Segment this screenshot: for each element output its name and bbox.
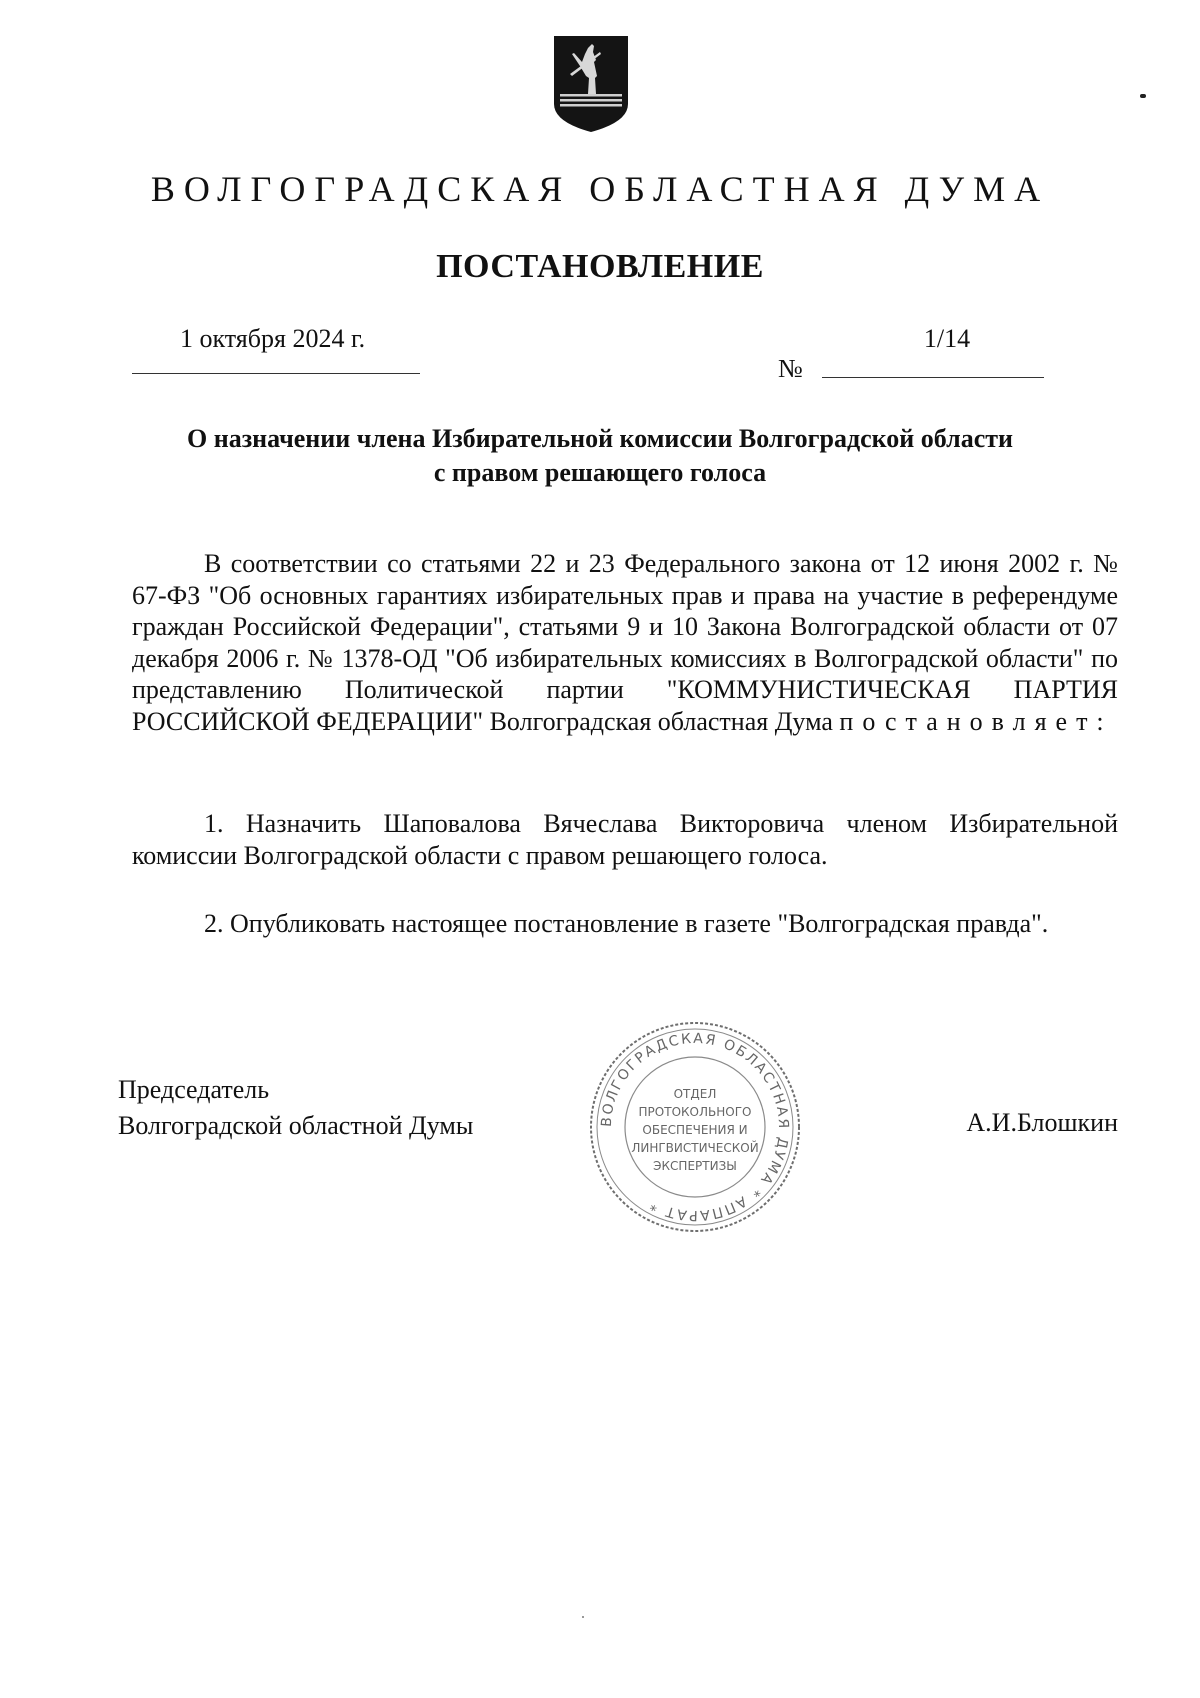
position-line-1: Председатель [118, 1075, 270, 1104]
position-line-2: Волгоградской областной Думы [118, 1111, 474, 1140]
document-type: ПОСТАНОВЛЕНИЕ [436, 248, 764, 285]
signatory-name: А.И.Блошкин [966, 1108, 1118, 1137]
item-1-text: 1. Назначить Шаповалова Вячеслава Викторовича членом Избирательной комиссии Волгоградской области с правом решающего голоса. [132, 809, 1118, 870]
stamp-line-1: ОТДЕЛ [673, 1087, 717, 1101]
number-underline [822, 377, 1044, 378]
signatory-position [118, 1072, 473, 1144]
stamp-line-2: ПРОТОКОЛЬНОГО [638, 1105, 752, 1119]
date-underline [132, 373, 420, 374]
resolution-item-2 [132, 908, 1118, 940]
volgograd-coat-of-arms-icon [552, 34, 630, 134]
stamp-ring-text: ВОЛГОГРАДСКАЯ ОБЛАСТНАЯ ДУМА * АППАРАТ * [598, 1030, 792, 1224]
official-seal-stamp [586, 1018, 804, 1236]
resolves-word: постановляет: [839, 706, 1113, 736]
preamble-text: В соответствии со статьями 22 и 23 Федерального закона от 12 июня 2002 г. № 67-ФЗ "Об основных гарантиях избирательных прав и права на участие в референдуме граждан Российской Федерации", статьями 9 и 10 Закона Волгоградской области от 07 декабря 2006 г. № 1378-ОД "Об избирательных комиссиях в Волгоградской области" по представлению Политической партии "КОММУНИСТИЧЕСКАЯ ПАРТИЯ РОССИЙСКОЙ ФЕДЕРАЦИИ" Волгоградская областная Дума [132, 549, 1118, 736]
stamp-line-5: ЭКСПЕРТИЗЫ [653, 1159, 737, 1173]
document-number: 1/14 [923, 324, 971, 353]
scan-speck-bottom [582, 1616, 584, 1618]
subject-line-2: с правом решающего голоса [433, 458, 767, 487]
scan-speck [1140, 94, 1146, 98]
stamp-line-3: ОБЕСПЕЧЕНИЯ И [642, 1123, 748, 1137]
document-date: 1 октября 2024 г. [180, 324, 366, 353]
document-subject [120, 422, 1080, 490]
stamp-line-4: ЛИНГВИСТИЧЕСКОЙ [631, 1141, 759, 1155]
organization-title: ВОЛГОГРАДСКАЯ ОБЛАСТНАЯ ДУМА [150, 169, 1050, 209]
preamble-paragraph [132, 548, 1118, 738]
resolution-item-1 [132, 808, 1118, 871]
item-2-text: 2. Опубликовать настоящее постановление в газете "Волгоградская правда". [204, 909, 1049, 938]
number-sign: № [778, 354, 803, 383]
subject-line-1: О назначении члена Избирательной комиссии Волгоградской области [187, 424, 1013, 453]
